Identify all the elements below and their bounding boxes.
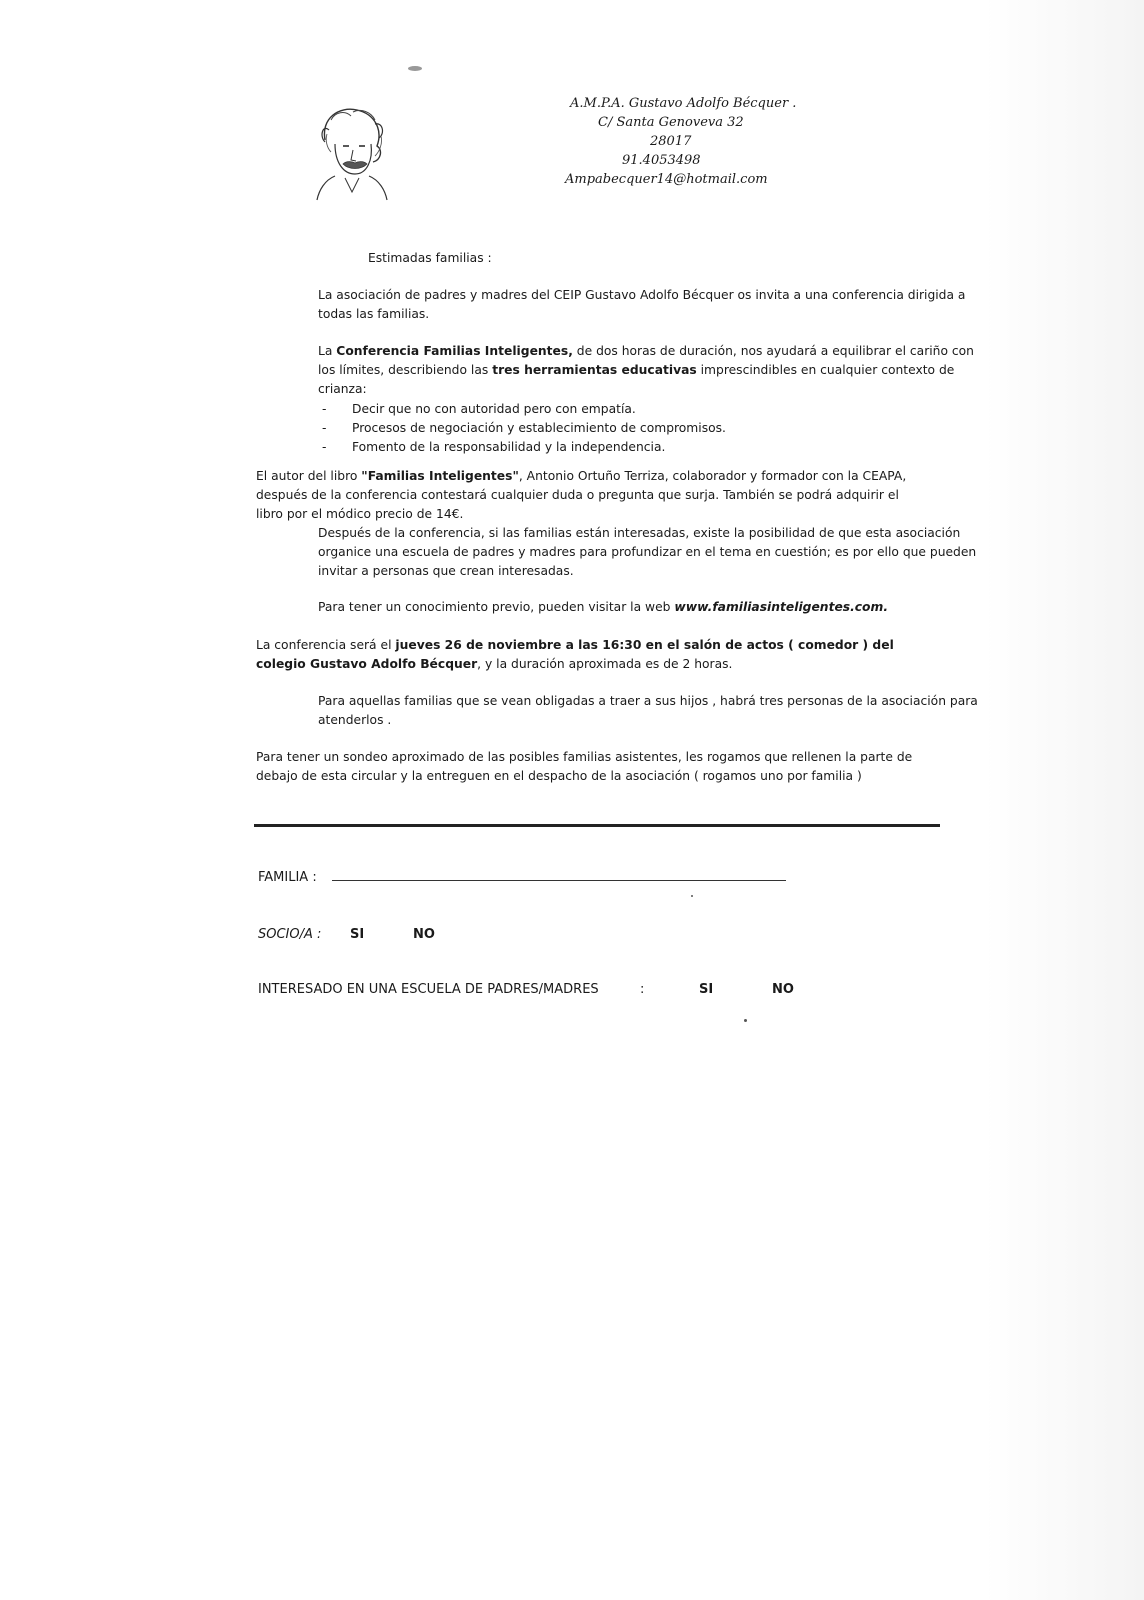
escuela-colon: : [640, 982, 645, 997]
list-item: - Procesos de negociación y establecimiento de compromisos. [256, 419, 916, 438]
paragraph-school: Después de la conferencia, si las familias están interesadas, existe la posibilidad de que esta asociación organice una escuela de padres y madres para profundizar en el tema en cuestión; es por ello que pueden invitar a personas que crean interesadas. [318, 526, 977, 578]
tools-list [256, 400, 916, 457]
header-email: Ampabecquer14@hotmail.com [565, 172, 768, 187]
scan-speck [691, 895, 693, 897]
header-postal-code: 28017 [650, 134, 692, 149]
escuela-label: INTERESADO EN UNA ESCUELA DE PADRES/MADRES [258, 982, 599, 997]
paragraph-conference: La Conferencia Familias Inteligentes, de dos horas de duración, nos ayudará a equilibrar el cariño con los límites, describiendo las tres herramientas educativas imprescindibles en cualquier contexto de crianza: [318, 344, 974, 396]
socio-no-option[interactable]: NO [413, 927, 435, 942]
socio-label: SOCIO/A : [258, 927, 322, 942]
header-address: C/ Santa Genoveva 32 [598, 115, 744, 130]
paragraph-author: El autor del libro "Familias Inteligentes", Antonio Ortuño Terriza, colaborador y formador con la CEAPA, después de la conferencia contestará cualquier duda o pregunta que surja. También se podrá adquirir el libro por el módico precio de 14€. [256, 469, 907, 521]
tear-off-divider [254, 824, 940, 827]
escuela-no-option[interactable]: NO [772, 982, 794, 997]
paragraph-date: La conferencia será el jueves 26 de noviembre a las 16:30 en el salón de actos ( comedor ) del colegio Gustavo Adolfo Bécquer, y la duración aproximada es de 2 horas. [256, 638, 894, 671]
familia-label: FAMILIA : [258, 870, 317, 885]
association-header [540, 94, 840, 189]
paragraph-survey: Para tener un sondeo aproximado de las posibles familias asistentes, les rogamos que rellenen la parte de debajo de esta circular y la entreguen en el despacho de la asociación ( rogamos uno por familia ) [256, 750, 913, 783]
header-phone: 91.4053498 [622, 153, 701, 168]
greeting: Estimadas familias : [368, 251, 492, 265]
socio-si-option[interactable]: SI [350, 927, 365, 942]
paragraph-childcare: Para aquellas familias que se vean obligadas a traer a sus hijos , habrá tres personas de la asociación para atenderlos . [318, 694, 978, 727]
list-item: - Fomento de la responsabilidad y la independencia. [256, 438, 916, 457]
header-name: A.M.P.A. Gustavo Adolfo Bécquer . [570, 96, 797, 111]
portrait-illustration [305, 100, 391, 204]
paragraph-invitation: La asociación de padres y madres del CEIP Gustavo Adolfo Bécquer os invita a una conferencia dirigida a todas las familias. [318, 288, 966, 321]
list-item: - Decir que no con autoridad pero con empatía. [256, 400, 916, 419]
familia-input-line[interactable] [332, 880, 786, 881]
scan-shadow [984, 0, 1144, 1600]
scan-speck [408, 66, 422, 71]
website-link[interactable]: www.familiasinteligentes.com. [674, 600, 888, 614]
scan-speck [744, 1019, 747, 1022]
escuela-si-option[interactable]: SI [699, 982, 714, 997]
paragraph-website: Para tener un conocimiento previo, pueden visitar la web www.familiasinteligentes.com. [318, 600, 888, 614]
